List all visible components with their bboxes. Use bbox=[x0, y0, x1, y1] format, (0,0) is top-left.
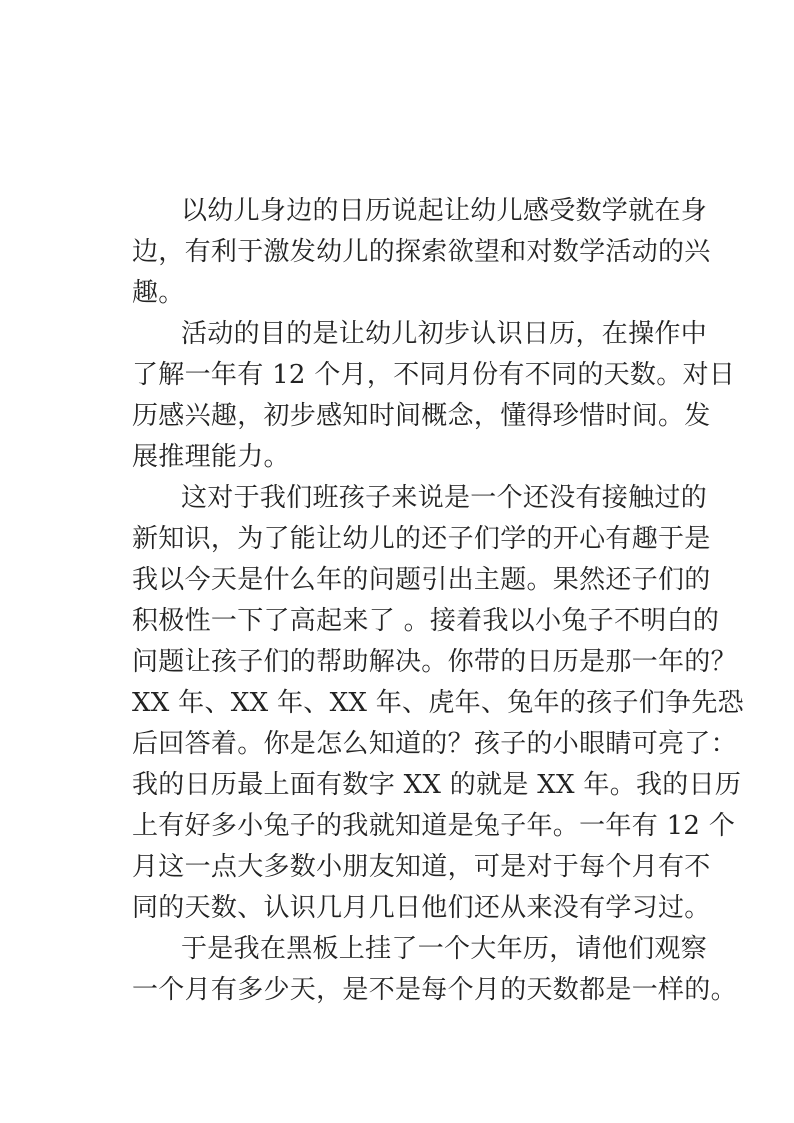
paragraph-line: 新知识，为了能让幼儿的还子们学的开心有趣于是 bbox=[132, 524, 711, 554]
paragraph-line: 一个月有多少天，是不是每个月的天数都是一样的。 bbox=[132, 975, 737, 1005]
paragraph-line: 我以今天是什么年的问题引出主题。果然还子们的 bbox=[132, 565, 711, 595]
paragraph-line: 趣。 bbox=[132, 278, 185, 308]
paragraph-line: 历感兴趣，初步感知时间概念，懂得珍惜时间。发 bbox=[132, 401, 711, 431]
paragraph-line: 我的日历最上面有数字 XX 的就是 XX 年。我的日历 bbox=[132, 770, 742, 800]
paragraph-2 bbox=[132, 314, 736, 478]
paragraph-line: 月这一点大多数小朋友知道，可是对于每个月有不 bbox=[132, 852, 711, 882]
paragraph-line: 同的天数、认识几月几日他们还从来没有学习过。 bbox=[132, 893, 711, 923]
paragraph-3 bbox=[132, 478, 744, 929]
paragraph-line: 边，有利于激发幼儿的探索欲望和对数学活动的兴 bbox=[132, 237, 711, 267]
document-body bbox=[132, 191, 744, 1011]
paragraph-line: 活动的目的是让幼儿初步认识日历，在操作中 bbox=[181, 319, 708, 349]
paragraph-1 bbox=[132, 191, 711, 314]
paragraph-line: 后回答着。你是怎么知道的？孩子的小眼睛可亮了： bbox=[132, 729, 737, 759]
paragraph-line: 这对于我们班孩子来说是一个还没有接触过的 bbox=[181, 483, 708, 513]
paragraph-line: 以幼儿身边的日历说起让幼儿感受数学就在身 bbox=[181, 196, 708, 226]
paragraph-line: XX 年、XX 年、XX 年、虎年、兔年的孩子们争先恐 bbox=[132, 688, 744, 718]
paragraph-line: 展推理能力。 bbox=[132, 442, 290, 472]
paragraph-line: 了解一年有 12 个月，不同月份有不同的天数。对日 bbox=[132, 360, 736, 390]
paragraph-line: 积极性一下了高起来了 。接着我以小兔子不明白的 bbox=[132, 606, 720, 636]
paragraph-line: 问题让孩子们的帮助解决。你带的日历是那一年的？ bbox=[132, 647, 737, 677]
paragraph-line: 于是我在黑板上挂了一个大年历，请他们观察 bbox=[181, 934, 708, 964]
paragraph-4 bbox=[132, 929, 737, 1011]
paragraph-line: 上有好多小兔子的我就知道是兔子年。一年有 12 个 bbox=[132, 811, 736, 841]
